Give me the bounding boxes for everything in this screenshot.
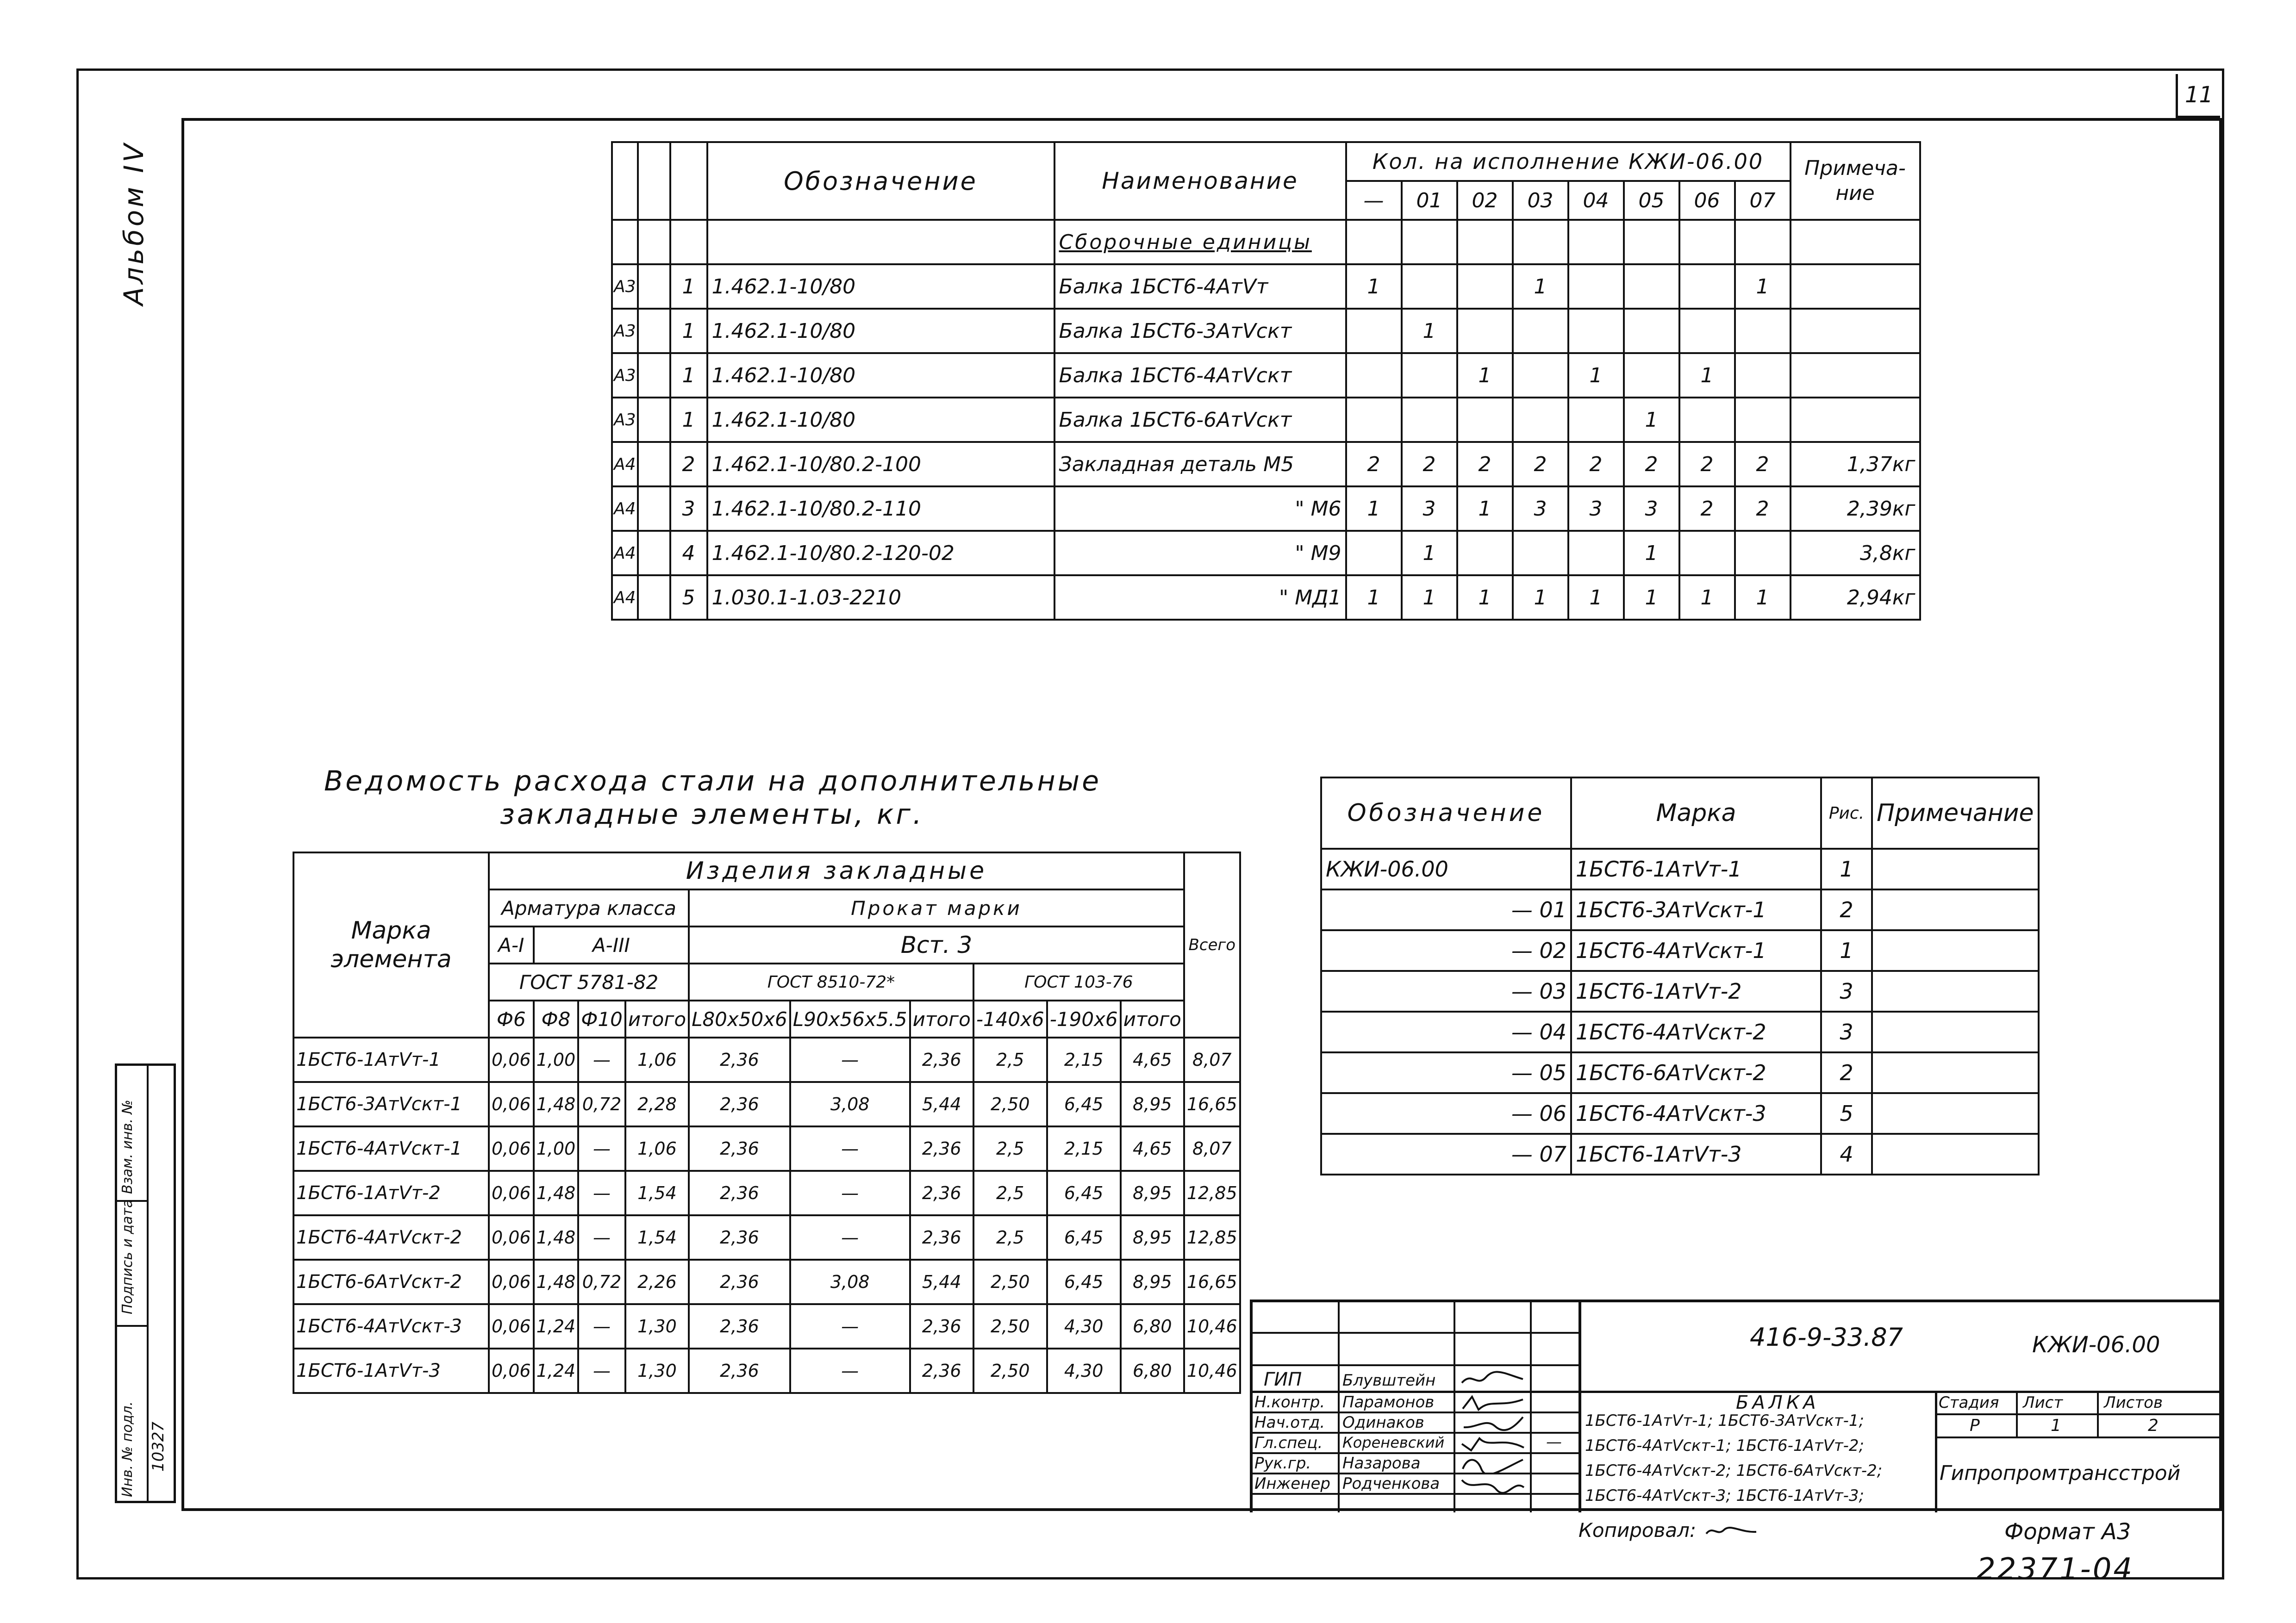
copied-by-signature <box>1703 1521 1759 1539</box>
spec-row: А4 3 1.462.1-10/80.2-110 " М6 1 3 1 3 3 3 2 2 2,39кг <box>612 486 1920 531</box>
spec-row: А3 1 1.462.1-10/80 Балка 1БСТ6-3АтVскт 1 <box>612 309 1920 353</box>
signature-dept-head <box>1458 1414 1528 1433</box>
side-stamp-inv-label: Инв. № подл. <box>119 1401 136 1497</box>
spec-row: А4 5 1.030.1-1.03-2210 " МД1 1 1 1 1 1 1 1 1 2,94кг <box>612 575 1920 620</box>
signature-gip <box>1458 1369 1528 1387</box>
role-norm-control: Н.контр. <box>1254 1393 1325 1412</box>
marks-row: — 03 1БСТ6-1АтVт-2 3 <box>1321 971 2039 1012</box>
steel-row: 1БСТ6-1АтVт-3 0,06 1,24 — 1,30 2,36 — 2,36 2,50 4,30 6,80 10,46 <box>293 1349 1240 1393</box>
angle-90: L90x56x5.5 <box>790 1001 910 1038</box>
role-chief-spec: Гл.спец. <box>1254 1434 1323 1452</box>
rebar-class-a1: А-I <box>489 927 534 964</box>
steel-row: 1БСТ6-1АтVт-1 0,06 1,00 — 1,06 2,36 — 2,36 2,5 2,15 4,65 8,07 <box>293 1038 1240 1082</box>
variant-header: 04 <box>1568 181 1624 220</box>
gost-rebar: ГОСТ 5781-82 <box>489 964 689 1001</box>
signature-chief-spec <box>1458 1435 1528 1453</box>
sheet-number: 11 <box>2176 74 2220 118</box>
steel-row: 1БСТ6-6АтVскт-2 0,06 1,48 0,72 2,26 2,36 3,08 5,44 2,50 6,45 8,95 16,65 <box>293 1260 1240 1304</box>
rebar-header: Арматура класса <box>489 889 689 927</box>
rolled-header: Прокат марки <box>689 889 1184 927</box>
marks-row: — 04 1БСТ6-4АтVскт-2 3 <box>1321 1012 2039 1052</box>
gost-angle: ГОСТ 8510-72* <box>689 964 973 1001</box>
spec-row: А3 1 1.462.1-10/80 Балка 1БСТ6-6АтVскт 1 <box>612 398 1920 442</box>
marks-designation-header: Обозначение <box>1321 777 1571 849</box>
section-title: Сборочные единицы <box>1054 220 1346 264</box>
album-label: Альбом IV <box>118 141 150 305</box>
specification-table <box>611 141 1921 621</box>
item-line-4: 1БСТ6-4АтVскт-3; 1БСТ6-1АтVт-3; <box>1585 1486 1865 1505</box>
steel-row: 1БСТ6-1АтVт-2 0,06 1,48 — 1,54 2,36 — 2,36 2,5 6,45 8,95 12,85 <box>293 1171 1240 1215</box>
spec-row: А3 1 1.462.1-10/80 Балка 1БСТ6-4АтVскт 1 1 1 <box>612 353 1920 398</box>
sheets-label: Листов <box>2104 1393 2163 1412</box>
spec-row: А3 1 1.462.1-10/80 Балка 1БСТ6-4АтVт 1 1 1 <box>612 264 1920 309</box>
spec-row: А4 4 1.462.1-10/80.2-120-02 " М9 1 1 3,8кг <box>612 531 1920 575</box>
side-stamp-signature-label: Подпись и дата <box>119 1199 136 1314</box>
marks-mark-header: Марка <box>1571 777 1821 849</box>
role-group-head: Рук.гр. <box>1254 1454 1311 1473</box>
variant-header: 03 <box>1513 181 1568 220</box>
diameter-8: Ф8 <box>534 1001 579 1038</box>
variant-header: — <box>1346 181 1402 220</box>
person-dept-head: Одинаков <box>1342 1413 1424 1432</box>
paper-format: Формат А3 <box>2004 1519 2131 1545</box>
role-dept-head: Нач.отд. <box>1254 1413 1325 1432</box>
spec-row: А4 2 1.462.1-10/80.2-100 Закладная деталь М5 2 2 2 2 2 2 2 2 1,37кг <box>612 442 1920 486</box>
person-chief-spec: Кореневский <box>1342 1434 1445 1451</box>
marks-row: — 06 1БСТ6-4АтVскт-3 5 <box>1321 1093 2039 1134</box>
item-line-1: 1БСТ6-1АтVт-1; 1БСТ6-3АтVскт-1; <box>1585 1412 1865 1430</box>
stage-value: Р <box>1970 1416 1980 1435</box>
signature-norm-control <box>1458 1394 1528 1412</box>
format-header <box>612 142 638 220</box>
side-stamp-inv-value: 10327 <box>149 1421 168 1472</box>
steel-title-line-1: Ведомость расхода стали на дополнительные <box>324 765 1101 797</box>
strip-140: -140x6 <box>973 1001 1047 1038</box>
side-stamp-replace-label: Взам. инв. № <box>119 1100 136 1194</box>
sheet-label: Лист <box>2023 1393 2063 1412</box>
sheet-value: 1 <box>2051 1416 2061 1435</box>
title-block <box>1250 1300 2222 1512</box>
variant-header: 06 <box>1679 181 1735 220</box>
role-engineer: Инженер <box>1254 1474 1330 1493</box>
person-norm-control: Парамонов <box>1342 1393 1435 1412</box>
organization: Гипропромтрансстрой <box>1940 1461 2181 1485</box>
gost-strip: ГОСТ 103-76 <box>973 964 1184 1001</box>
copied-by-label: Копировал: <box>1578 1519 1697 1542</box>
project-code: 416-9-33.87 <box>1750 1323 1903 1352</box>
rolled-steel-grade: Вст. 3 <box>689 927 1184 964</box>
variant-header: 05 <box>1624 181 1679 220</box>
mark-header: Марка элемента <box>293 852 489 1038</box>
subtotal-rebar: итого <box>625 1001 689 1038</box>
extra-mark: — <box>1546 1433 1562 1451</box>
steel-row: 1БСТ6-4АтVскт-1 0,06 1,00 — 1,06 2,36 — 2,36 2,5 2,15 4,65 8,07 <box>293 1126 1240 1171</box>
marks-table <box>1320 777 2040 1175</box>
document-code: КЖИ-06.00 <box>2032 1332 2160 1358</box>
sheets-value: 2 <box>2148 1416 2159 1435</box>
stage-label: Стадия <box>1939 1393 1999 1412</box>
name-header: Наименование <box>1054 142 1346 220</box>
note-header: Примеча- ние <box>1791 142 1920 220</box>
marks-row: — 07 1БСТ6-1АтVт-3 4 <box>1321 1134 2039 1175</box>
zone-header <box>638 142 670 220</box>
rebar-class-a3: А-III <box>534 927 689 964</box>
person-gip: Блувштейн <box>1342 1371 1436 1390</box>
marks-note-header: Примечание <box>1872 777 2039 849</box>
steel-consumption-table <box>293 852 1241 1394</box>
variant-header: 02 <box>1457 181 1513 220</box>
steel-table-title <box>324 765 1101 831</box>
person-group-head: Назарова <box>1342 1454 1421 1473</box>
item-title: БАЛКА <box>1736 1392 1820 1413</box>
steel-row: 1БСТ6-4АтVскт-3 0,06 1,24 — 1,30 2,36 — 2,36 2,50 4,30 6,80 10,46 <box>293 1304 1240 1349</box>
signature-engineer <box>1458 1475 1528 1494</box>
subtotal-strip: итого <box>1121 1001 1184 1038</box>
position-header <box>670 142 707 220</box>
variant-header: 01 <box>1402 181 1457 220</box>
marks-figure-header: Рис. <box>1821 777 1872 849</box>
marks-row: — 01 1БСТ6-3АтVскт-1 2 <box>1321 889 2039 930</box>
designation-header: Обозначение <box>707 142 1054 220</box>
variant-header: 07 <box>1735 181 1791 220</box>
role-gip: ГИП <box>1264 1369 1302 1390</box>
steel-row: 1БСТ6-4АтVскт-2 0,06 1,48 — 1,54 2,36 — 2,36 2,5 6,45 8,95 12,85 <box>293 1215 1240 1260</box>
strip-190: -190x6 <box>1047 1001 1121 1038</box>
items-header: Изделия закладные <box>489 852 1184 889</box>
qty-group-header: Кол. на исполнение КЖИ-06.00 <box>1346 142 1791 181</box>
steel-row: 1БСТ6-3АтVскт-1 0,06 1,48 0,72 2,28 2,36 3,08 5,44 2,50 6,45 8,95 16,65 <box>293 1082 1240 1126</box>
diameter-6: Ф6 <box>489 1001 534 1038</box>
marks-row: КЖИ-06.00 1БСТ6-1АтVт-1 1 <box>1321 849 2039 889</box>
diameter-10: Ф10 <box>578 1001 625 1038</box>
archive-number: 22371-04 <box>1977 1552 2134 1586</box>
item-line-3: 1БСТ6-4АтVскт-2; 1БСТ6-6АтVскт-2; <box>1585 1461 1883 1480</box>
marks-row: — 05 1БСТ6-6АтVскт-2 2 <box>1321 1052 2039 1093</box>
signature-group-head <box>1458 1455 1528 1474</box>
marks-row: — 02 1БСТ6-4АтVскт-1 1 <box>1321 930 2039 971</box>
angle-80: L80x50x6 <box>689 1001 790 1038</box>
subtotal-angle: итого <box>910 1001 973 1038</box>
person-engineer: Родченкова <box>1342 1474 1440 1493</box>
total-header: Всего <box>1184 852 1240 1038</box>
item-line-2: 1БСТ6-4АтVскт-1; 1БСТ6-1АтVт-2; <box>1585 1436 1865 1455</box>
steel-title-line-2: закладные элементы, кг. <box>500 798 924 831</box>
